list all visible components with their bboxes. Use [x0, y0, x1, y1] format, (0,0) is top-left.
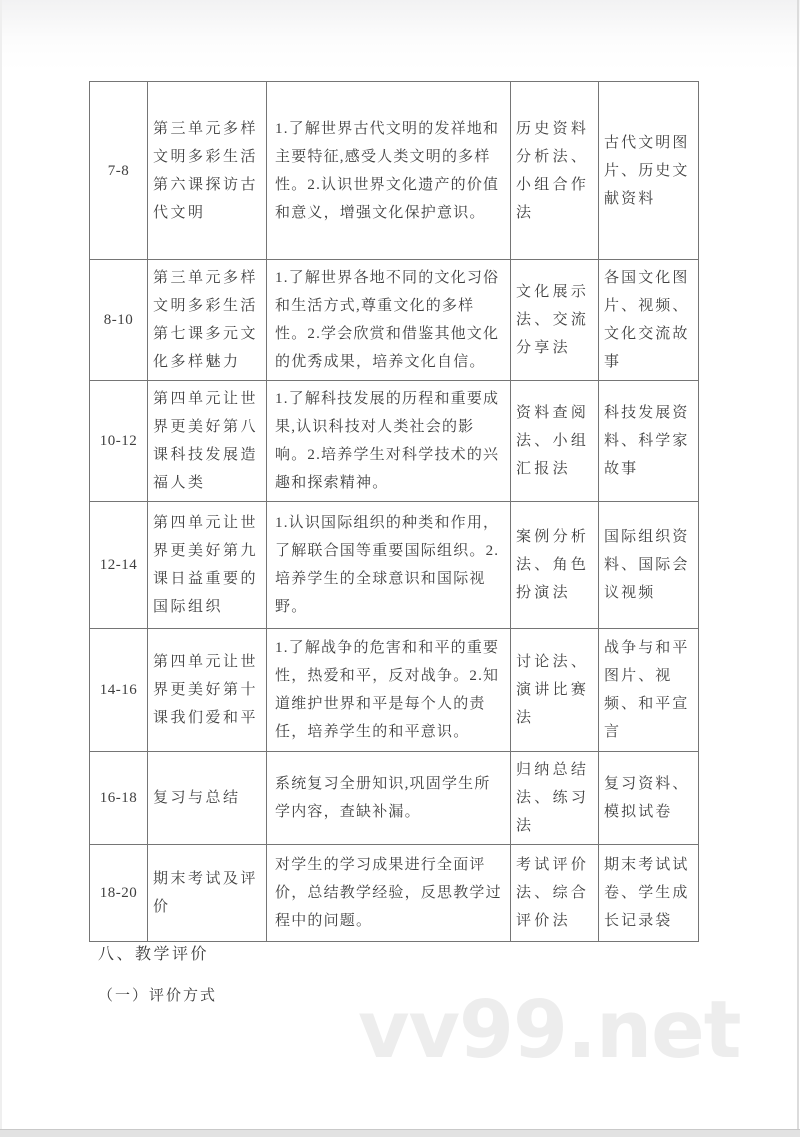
- page-edge-left: [0, 0, 2, 1137]
- page-edge-bottom: [0, 1129, 800, 1137]
- page-edge-right: [797, 0, 799, 1137]
- cell-week: 14-16: [90, 629, 148, 752]
- cell-resources: 各国文化图片、视频、文化交流故事: [599, 260, 699, 381]
- cell-week: 8-10: [90, 260, 148, 381]
- cell-methods: 讨论法、演讲比赛法: [511, 629, 599, 752]
- cell-objectives: 1.了解世界古代文明的发祥地和主要特征,感受人类文明的多样性。2.认识世界文化遗产的价值和意义，增强文化保护意识。: [267, 82, 511, 260]
- cell-unit: 第四单元让世界更美好第十课我们爱和平: [148, 629, 267, 752]
- cell-unit: 第四单元让世界更美好第八课科技发展造福人类: [148, 381, 267, 502]
- cell-objectives: 1.了解战争的危害和和平的重要性，热爱和平，反对战争。2.知道维护世界和平是每个人的责任，培养学生的和平意识。: [267, 629, 511, 752]
- cell-resources: 复习资料、模拟试卷: [599, 752, 699, 845]
- section-heading-evaluation: 八、教学评价: [98, 946, 210, 963]
- cell-unit: 第四单元让世界更美好第九课日益重要的国际组织: [148, 502, 267, 629]
- cell-objectives: 1.了解世界各地不同的文化习俗和生活方式,尊重文化的多样性。2.学会欣赏和借鉴其他文化的优秀成果，培养文化自信。: [267, 260, 511, 381]
- teaching-schedule-table: [89, 81, 699, 942]
- cell-week: 7-8: [90, 82, 148, 260]
- cell-unit: 复习与总结: [148, 752, 267, 845]
- cell-unit: 第三单元多样文明多彩生活第七课多元文化多样魅力: [148, 260, 267, 381]
- table-row: [90, 752, 699, 845]
- cell-week: 10-12: [90, 381, 148, 502]
- cell-objectives: 1.认识国际组织的种类和作用，了解联合国等重要国际组织。2.培养学生的全球意识和国际视野。: [267, 502, 511, 629]
- table-row: [90, 502, 699, 629]
- cell-week: 12-14: [90, 502, 148, 629]
- cell-methods: 文化展示法、交流分享法: [511, 260, 599, 381]
- scan-top-shadow: [0, 0, 800, 70]
- cell-methods: 案例分析法、角色扮演法: [511, 502, 599, 629]
- table-row: [90, 629, 699, 752]
- subsection-heading-evaluation-method: （一）评价方式: [98, 988, 218, 1004]
- cell-methods: 历史资料分析法、小组合作法: [511, 82, 599, 260]
- cell-unit: 期末考试及评价: [148, 845, 267, 942]
- cell-methods: 考试评价法、综合评价法: [511, 845, 599, 942]
- cell-unit: 第三单元多样文明多彩生活第六课探访古代文明: [148, 82, 267, 260]
- cell-resources: 国际组织资料、国际会议视频: [599, 502, 699, 629]
- table-row: [90, 260, 699, 381]
- cell-methods: 归纳总结法、练习法: [511, 752, 599, 845]
- cell-methods: 资料查阅法、小组汇报法: [511, 381, 599, 502]
- cell-objectives: 系统复习全册知识,巩固学生所学内容，查缺补漏。: [267, 752, 511, 845]
- cell-resources: 期末考试试卷、学生成长记录袋: [599, 845, 699, 942]
- cell-resources: 科技发展资料、科学家故事: [599, 381, 699, 502]
- cell-resources: 古代文明图片、历史文献资料: [599, 82, 699, 260]
- table-row: [90, 381, 699, 502]
- cell-week: 16-18: [90, 752, 148, 845]
- cell-objectives: 1.了解科技发展的历程和重要成果,认识科技对人类社会的影响。2.培养学生对科学技术的兴趣和探索精神。: [267, 381, 511, 502]
- cell-resources: 战争与和平图片、视频、和平宣言: [599, 629, 699, 752]
- watermark: vv99.net: [358, 984, 741, 1076]
- cell-objectives: 对学生的学习成果进行全面评价，总结教学经验，反思教学过程中的问题。: [267, 845, 511, 942]
- cell-week: 18-20: [90, 845, 148, 942]
- table-row: [90, 82, 699, 260]
- table-row: [90, 845, 699, 942]
